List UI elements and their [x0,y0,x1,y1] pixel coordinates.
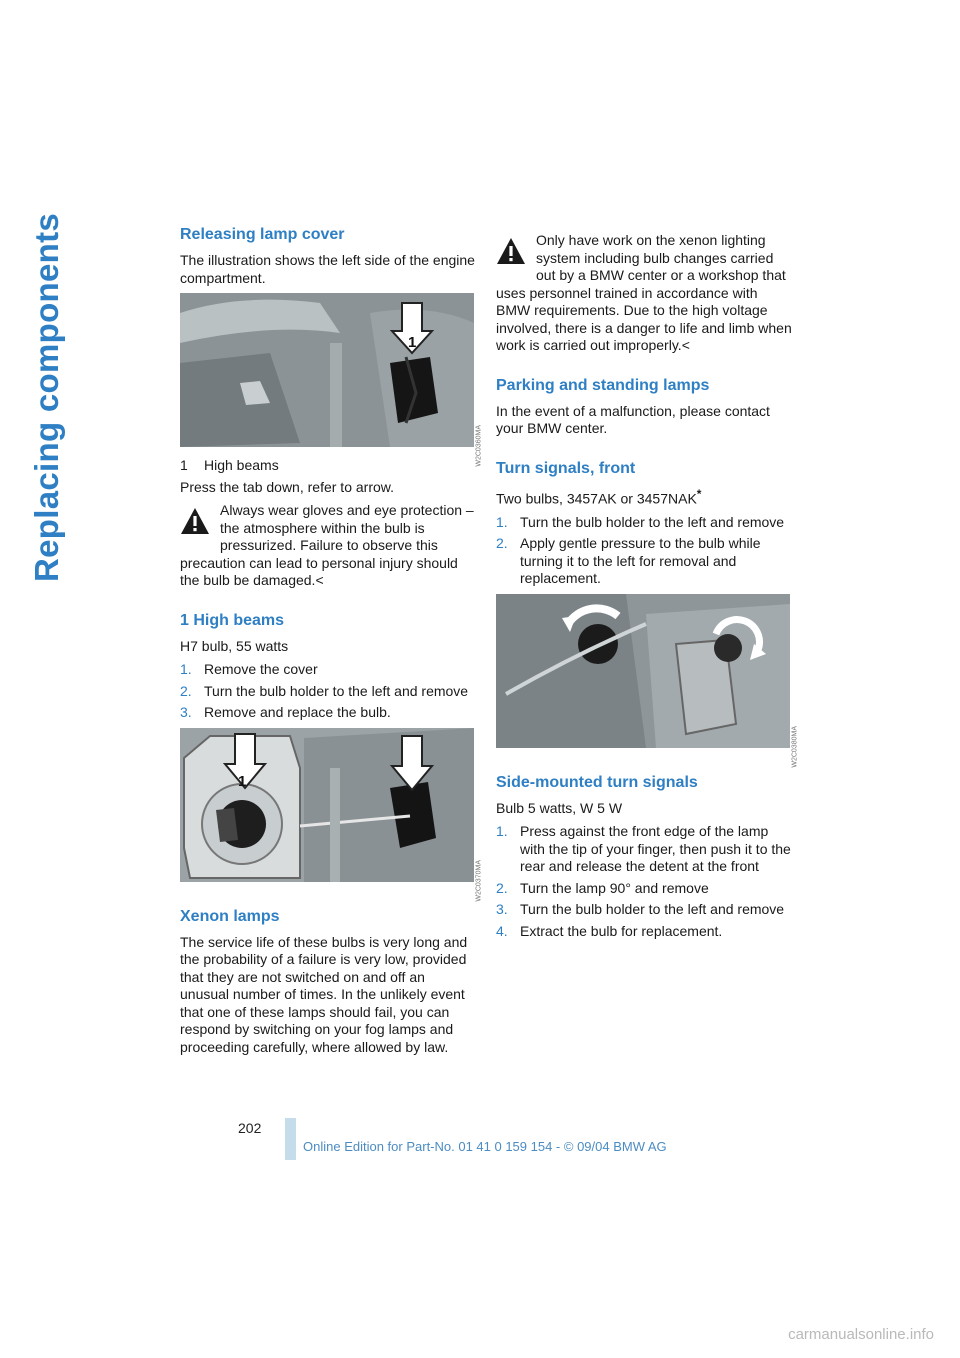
figure-turn-signal [496,594,799,768]
releasing-intro: The illustration shows the left side of the engine compartment. [180,252,475,286]
parking-text: In the event of a malfunction, please contact your BMW center. [496,402,770,436]
high-beams-spec: H7 bulb, 55 watts [180,637,289,654]
figure-3-code: W2C0380MA [792,725,799,768]
legend-label: High beams [204,457,279,473]
heading-side-turn-signals: Side-mounted turn signals [496,773,698,791]
list-item: 1. Press against the front edge of the lamp with the tip of your finger, then push it to the rear and release the detent at the front [496,823,791,875]
warning-end-mark: < [681,337,690,353]
figure-high-beam-illustration [180,728,474,882]
releasing-instruction: Press the tab down, refer to arrow. [180,478,394,495]
warning-icon [496,236,526,266]
figure-high-beam-bulb [180,728,483,902]
high-beams-steps [180,661,476,722]
side-turn-spec: Bulb 5 watts, W 5 W [496,799,623,816]
heading-high-beams: 1 High beams [180,611,285,629]
figure-turn-signal-illustration [496,594,790,748]
asterisk-mark: * [696,486,702,501]
warning-xenon [496,232,792,355]
figure-2-code: W2C0370MA [476,859,483,902]
watermark-text: carmanualsonline.info [788,1326,934,1343]
footer-accent-bar [285,1118,296,1160]
turn-front-spec: Two bulbs, 3457AK or 3457NAK* [496,486,702,507]
warning-gloves [180,502,476,590]
heading-turn-signals-front: Turn signals, front [496,459,636,477]
left-column [180,226,483,1062]
warning-end-mark: < [315,572,324,588]
list-item: 1. Remove the cover [180,661,318,677]
warning-icon [180,506,210,536]
list-item: 2. Apply gentle pressure to the bulb while turning it to the left for removal and replacement. [496,535,761,587]
section-title-text: Replacing components [28,212,65,582]
list-item: 3. Turn the bulb holder to the left and remove [496,901,785,918]
online-edition-note: Online Edition for Part-No. 01 41 0 159 154 - © 09/04 BMW AG [303,1139,667,1154]
warning-gloves-text: Always wear gloves and eye protection – the atmosphere within the bulb is pressurized. Failure to observe this precaution can lead to personal injury should the bulb be damaged. [180,502,474,588]
list-item: 2. Turn the bulb holder to the left and remove [180,682,469,699]
turn-front-steps [496,514,792,588]
side-turn-steps [496,823,792,940]
heading-releasing-lamp-cover: Releasing lamp cover [180,226,345,243]
heading-xenon-lamps: Xenon lamps [180,907,280,925]
figure-1-callout: 1 [408,334,417,351]
legend-item [180,457,476,475]
heading-parking-lamps: Parking and standing lamps [496,376,710,394]
figure-2-callout: 1 [238,772,247,790]
list-item: 3. Remove and replace the bulb. [180,704,391,720]
section-side-title [22,212,65,590]
list-item: 2. Turn the lamp 90° and remove [496,879,709,896]
figure-1-code: W2C0360MA [476,425,483,467]
page-number: 202 [238,1120,262,1136]
warning-xenon-text: Only have work on the xenon lighting system including bulb changes carried out by a BMW center or a workshop that uses personnel trained in accordance with BMW requirements. Due to the high voltage involved, there is a danger to life and limb when work is carried out improperly. [496,232,792,353]
right-column [496,226,799,946]
list-item: 4. Extract the bulb for replacement. [496,922,723,939]
xenon-text: The service life of these bulbs is very long and the probability of a failure is very low, provided that they are not switched on and off an unusual number of times. In the unlikely event that one of these lamps should fail, you can respond by switching on your fog lamps and proceeding carefully, where allowed by law. [180,933,468,1055]
list-item: 1. Turn the bulb holder to the left and remove [496,513,785,530]
legend-number: 1 [180,457,188,473]
figure-lamp-cover-illustration [180,293,474,447]
